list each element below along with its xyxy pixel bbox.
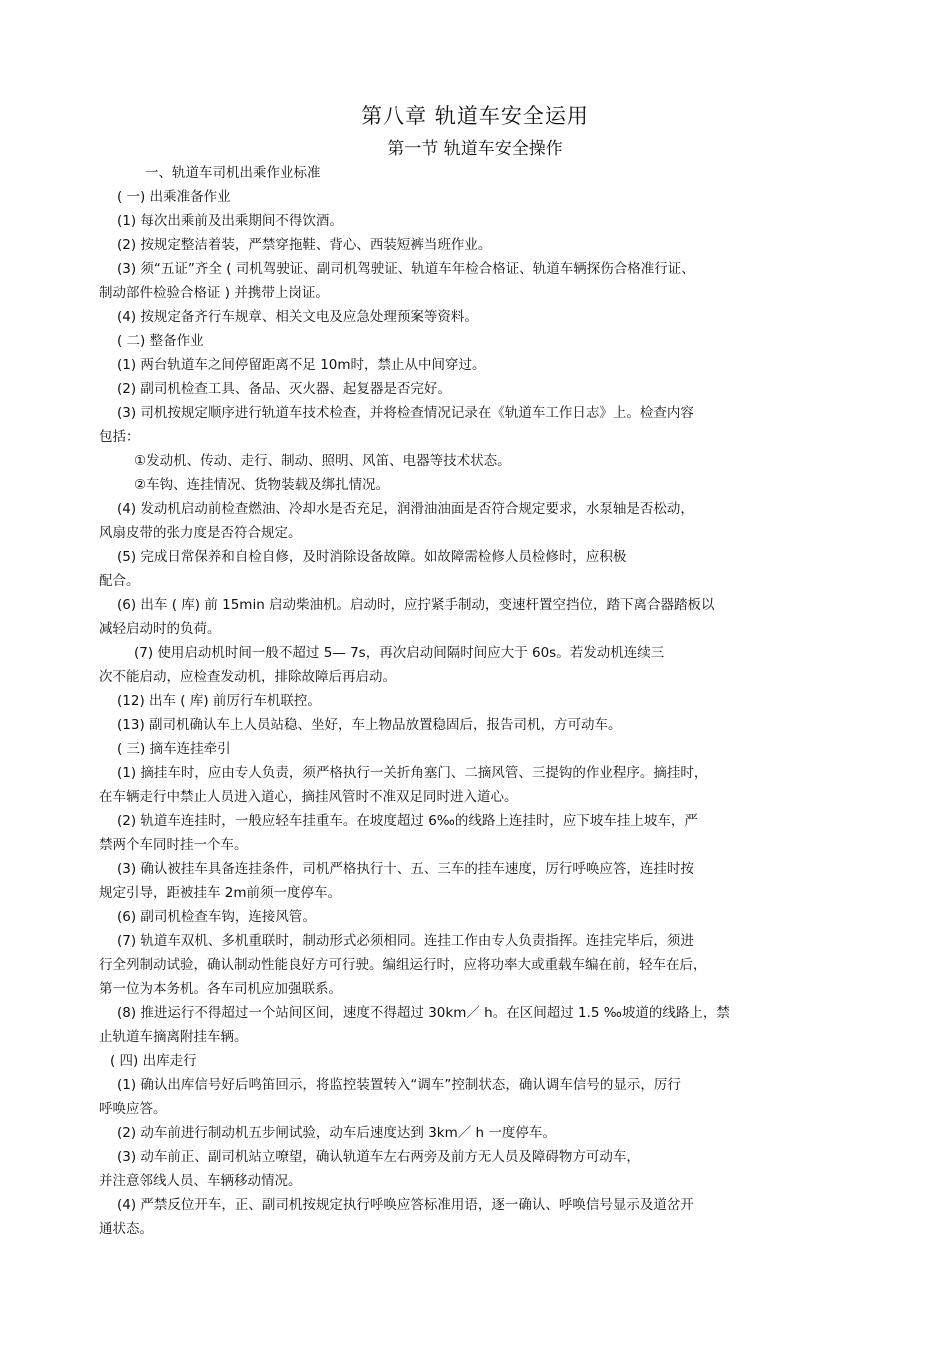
text-line: (12) 出车 ( 库) 前厉行车机联控。 xyxy=(117,693,321,709)
text-line: 止轨道车摘离附挂车辆。 xyxy=(99,1029,248,1045)
text-line: ( 三) 摘车连挂牵引 xyxy=(117,741,231,757)
text-line: (3) 司机按规定顺序进行轨道车技术检查，并将检查情况记录在《轨道车工作日志》上。检查内容 xyxy=(117,405,694,421)
section-title: 第一节 轨道车安全操作 xyxy=(387,139,563,159)
text-line: 规定引导，距被挂车 2m前须一度停车。 xyxy=(99,885,342,901)
text-line: 通状态。 xyxy=(99,1221,153,1237)
chapter-title: 第八章 轨道车安全运用 xyxy=(361,104,589,128)
text-line: (7) 轨道车双机、多机重联时，制动形式必须相同。连挂工作由专人负责指挥。连挂完毕后，须进 xyxy=(117,933,694,949)
text-line: (5) 完成日常保养和自检自修，及时消除设备故障。如故障需检修人员检修时，应积极 xyxy=(117,549,627,565)
text-line: (2) 轨道车连挂时，一般应轻车挂重车。在坡度超过 6‰的线路上连挂时，应下坡车挂上坡车，严 xyxy=(117,813,698,829)
text-line: 包括： xyxy=(99,429,140,445)
text-line: (13) 副司机确认车上人员站稳、坐好，车上物品放置稳固后，报告司机，方可动车。 xyxy=(117,717,622,733)
text-line: (1) 每次出乘前及出乘期间不得饮酒。 xyxy=(117,213,343,229)
text-line: 并注意邻线人员、车辆移动情况。 xyxy=(99,1173,302,1189)
text-line: ( 二) 整备作业 xyxy=(117,333,204,349)
text-line: (2) 副司机检查工具、备品、灭火器、起复器是否完好。 xyxy=(117,381,451,397)
text-line: 配合。 xyxy=(99,573,140,589)
text-line: (2) 按规定整洁着装，严禁穿拖鞋、背心、西装短裤当班作业。 xyxy=(117,237,492,253)
text-line: 第一位为本务机。各车司机应加强联系。 xyxy=(99,981,342,997)
text-line: 行全列制动试验，确认制动性能良好方可行驶。编组运行时，应将功率大或重载车编在前，轻车在后， xyxy=(99,957,707,973)
text-line: (8) 推进运行不得超过一个站间区间，速度不得超过 30km／ h。在区间超过 1.5 ‰坡道的线路上，禁 xyxy=(117,1005,730,1021)
text-line: 次不能启动，应检查发动机，排除故障后再启动。 xyxy=(99,669,396,685)
text-line: ( 一) 出乘准备作业 xyxy=(117,189,231,205)
text-line: (1) 确认出库信号好后鸣笛回示，将监控装置转入“调车”控制状态，确认调车信号的显示，厉行 xyxy=(117,1077,681,1093)
text-line: (6) 出车 ( 库) 前 15min 启动柴油机。启动时，应拧紧手制动，变速杆置空挡位，踏下离合器踏板以 xyxy=(117,597,715,613)
text-line: 在车辆走行中禁止人员进入道心，摘挂风管时不准双足同时进入道心。 xyxy=(99,789,518,805)
text-line: (1) 摘挂车时，应由专人负责，须严格执行一关折角塞门、二摘风管、三提钩的作业程序。摘挂时， xyxy=(117,765,708,781)
text-line: (3) 动车前正、副司机站立嘹望，确认轨道车左右两旁及前方无人员及障碍物方可动车， xyxy=(117,1149,640,1165)
text-line: 减轻启动时的负荷。 xyxy=(99,621,221,637)
text-line: (6) 副司机检查车钩，连接风管。 xyxy=(117,909,316,925)
text-line: 制动部件检验合格证 ) 并携带上岗证。 xyxy=(99,285,329,301)
text-line: ①发动机、传动、走行、制动、照明、风笛、电器等技术状态。 xyxy=(134,453,511,469)
text-line: ②车钩、连挂情况、货物装载及绑扎情况。 xyxy=(134,477,390,493)
text-line: 呼唤应答。 xyxy=(99,1101,167,1117)
text-line: 一、轨道车司机出乘作业标准 xyxy=(145,165,321,181)
text-line: (2) 动车前进行制动机五步闸试验，动车后速度达到 3km／ h 一度停车。 xyxy=(117,1125,556,1141)
text-line: 风扇皮带的张力度是否符合规定。 xyxy=(99,525,302,541)
text-line: (7) 使用启动机时间一般不超过 5— 7s，再次启动间隔时间应大于 60s。若发动机连续三 xyxy=(134,645,665,661)
text-line: (4) 按规定备齐行车规章、相关文电及应急处理预案等资料。 xyxy=(117,309,478,325)
text-line: ( 四) 出库走行 xyxy=(110,1053,197,1069)
text-line: (4) 发动机启动前检查燃油、冷却水是否充足，润滑油油面是否符合规定要求，水泵轴是否松动， xyxy=(117,501,694,517)
text-line: (4) 严禁反位开车，正、副司机按规定执行呼唤应答标准用语，逐一确认、呼唤信号显示及道岔开 xyxy=(117,1197,694,1213)
text-line: (1) 两台轨道车之间停留距离不足 10m时，禁止从中间穿过。 xyxy=(117,357,486,373)
text-line: (3) 确认被挂车具备连挂条件，司机严格执行十、五、三车的挂车速度，厉行呼唤应答，连挂时按 xyxy=(117,861,694,877)
text-line: 禁两个车同时挂一个车。 xyxy=(99,837,248,853)
text-line: (3) 须“五证”齐全 ( 司机驾驶证、副司机驾驶证、轨道车年检合格证、轨道车辆探伤合格准行证、 xyxy=(117,261,695,277)
